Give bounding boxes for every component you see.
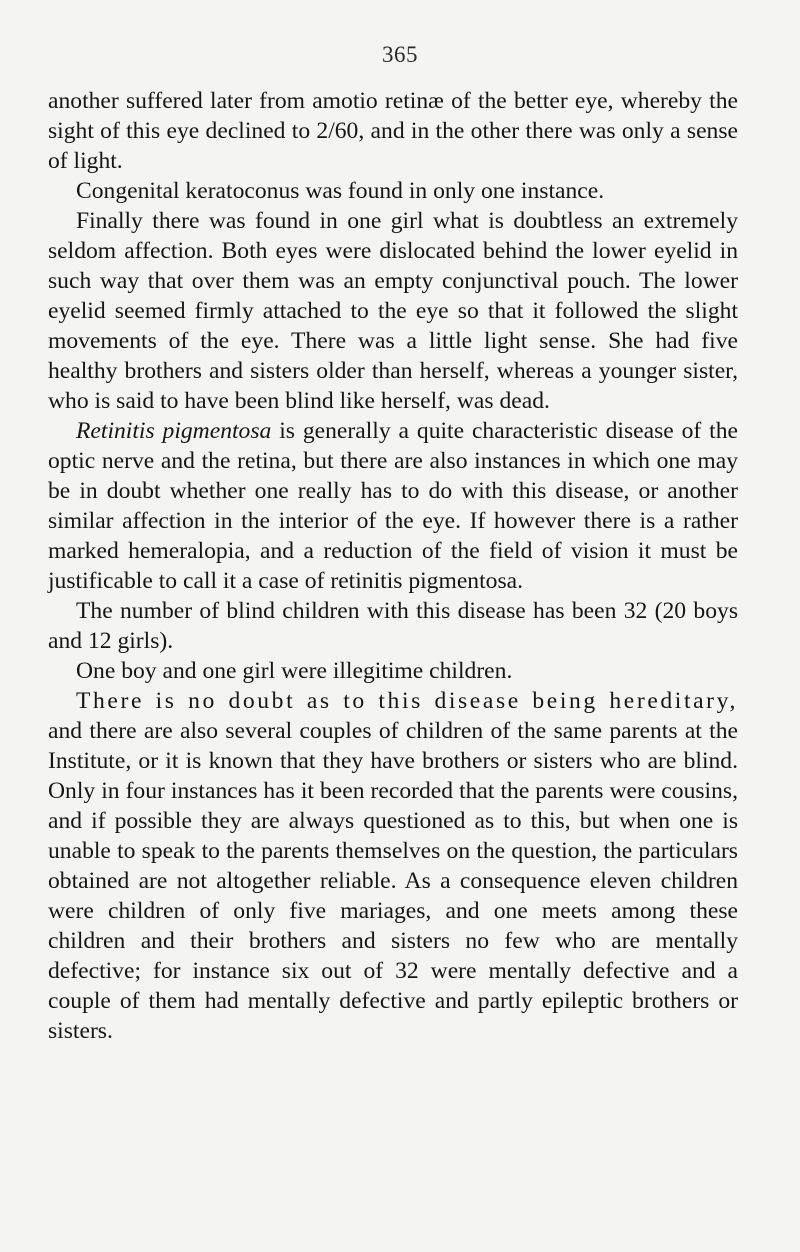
paragraph-hereditary: [48, 686, 738, 1046]
paragraph-retinitis-pigmentosa: [48, 416, 738, 596]
paragraph-illegitime: [48, 656, 738, 686]
page-number: 365: [382, 42, 418, 67]
body-text: [48, 86, 738, 1046]
paragraph-dislocated-eyes: [48, 206, 738, 416]
paragraph-text: The number of blind children with this disease has been 32 (20 boys and 12 girls).: [48, 598, 738, 654]
paragraph-text: Congenital keratoconus was found in only one instance.: [76, 178, 605, 204]
paragraph-number-blind-children: [48, 596, 738, 656]
paragraph-amotio-retinae: [48, 86, 738, 176]
paragraph-text: is generally a quite characteristic disease of the optic nerve and the retina, but there are also instances in which one may be in doubt whether one really has to do with this disease, or another similar affection in the interior of the eye. If however there is a rather marked hemeralopia, and a reduction of the field of vision it must be justificable to call it a case of retinitis pigmentosa.: [48, 418, 739, 594]
italic-term: Retinitis pigmentosa: [76, 418, 272, 444]
paragraph-text: and there are also several couples of children of the same parents at the Institute, or it is known that they have brothers or sisters who are blind. Only in four instances has it been recorded that the parents were cousins, and if possible they are always questioned as to this, but when one is unable to speak to the parents themselves on the question, the particulars obtained are not altogether reliable. As a consequence eleven children were children of only five mariages, and one meets among these children and their brothers and sisters no few who are mentally defective; for instance six out of 32 were mentally defective and a couple of them had mentally defective and partly epileptic brothers or sisters.: [48, 718, 738, 1044]
paragraph-text: One boy and one girl were illegitime children.: [76, 658, 513, 684]
paragraph-text: another suffered later from amotio retinæ of the better eye, whereby the sight of this eye declined to 2/60, and in the other there was only a sense of light.: [48, 88, 738, 174]
paragraph-text: Finally there was found in one girl what is doubtless an extremely seldom affection. Both eyes were dislocated behind the lower eyelid in such way that over them was an empty conjunctival pouch. The lower eyelid seemed firmly attached to the eye so that it followed the slight movements of the eye. There was a little light sense. She had five healthy brothers and sisters older than herself, whereas a younger sister, who is said to have been blind like herself, was dead.: [48, 208, 738, 414]
paragraph-keratoconus: [48, 176, 738, 206]
spaced-emphasis: There is no doubt as to this disease being hereditary,: [76, 688, 738, 714]
